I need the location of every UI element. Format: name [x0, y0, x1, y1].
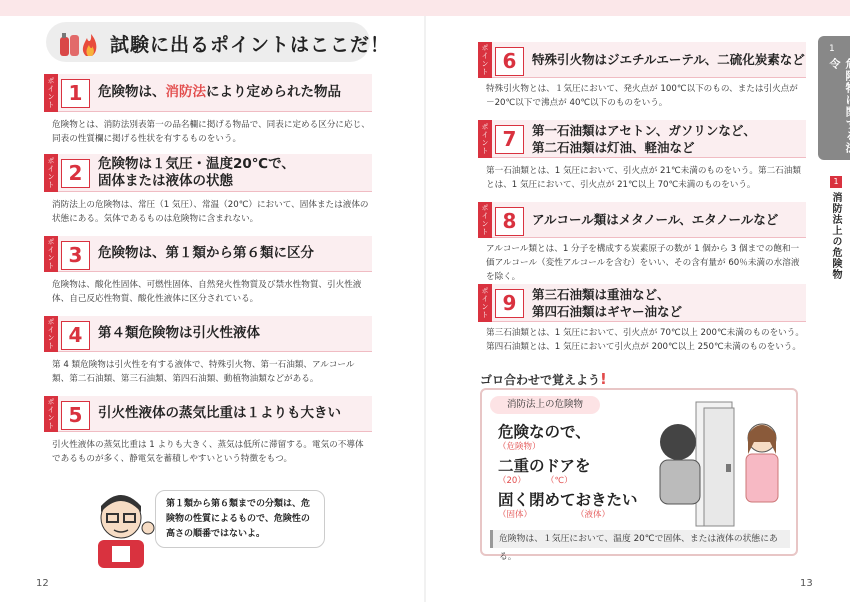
chapter-title: 危険物に関する法令	[828, 58, 857, 154]
point-tag: ポイント	[44, 154, 58, 192]
mnemonic-line-2: 二重のドアを	[498, 457, 591, 475]
point-number: 3	[61, 241, 90, 270]
point-tag: ポイント	[44, 316, 58, 352]
point-body: 特殊引火物とは、１気圧において、発火点が 100℃以下のもの、または引火点が －20℃以下で沸点が 40℃以下のものをいう。	[486, 84, 798, 108]
point-body: 第三石油類とは、1 気圧において、引火点が 70℃以上 200℃未満のものをいう。第四石油類とは、1 気圧において引火点が 200℃以上 250℃未満のものをいう。	[486, 328, 804, 352]
door-illustration	[650, 398, 796, 528]
mnemonic-sub-3b: （液体）	[576, 510, 611, 520]
point-title: 危険物は、第１類から第６類に区分	[98, 245, 314, 261]
top-band	[0, 0, 850, 16]
point-number: 5	[61, 401, 90, 430]
mnemonic-sub-2b: （℃）	[546, 476, 573, 486]
section-header	[46, 22, 391, 62]
point-number: 8	[495, 207, 524, 236]
mnemonic-line-3: 固く閉めておきたい	[498, 491, 638, 509]
mnemonic-heading: ゴロ合わせで覚えよう!	[480, 370, 607, 388]
point-title: 引火性液体の蒸気比重は１よりも大きい	[98, 405, 341, 421]
fire-extinguisher-icon	[54, 28, 100, 58]
point-body: 第一石油類とは、1 気圧において、引火点が 21℃未満のものをいう。第二石油類とは、1 気圧において、引火点が 21℃以上 70℃未満のものをいう。	[486, 166, 801, 190]
point-number: 2	[61, 159, 90, 188]
mnemonic-sub-3a: （固体）	[498, 510, 533, 520]
point-title: アルコール類はメタノール、エタノールなど	[532, 212, 779, 227]
point-title: 第三石油類は重油など、 第四石油類はギヤー油など	[532, 287, 683, 319]
point-tag: ポイント	[44, 74, 58, 112]
point-number: 9	[495, 289, 524, 318]
point-tag: ポイント	[44, 236, 58, 272]
mnemonic-sub-2a: （20）	[498, 476, 526, 486]
mnemonic-footnote: 危険物は、１気圧において、温度 20℃で固体、または液体の状態にある。	[490, 530, 790, 548]
point-number: 4	[61, 321, 90, 350]
point-body: 第 4 類危険物は引火性を有する液体で、特殊引火物、第一石油類、アルコール類、第二石油類、第三石油類、第四石油類、動植物油類などがある。	[52, 360, 355, 384]
point-tag: ポイント	[478, 42, 492, 78]
point-body: アルコール類とは、1 分子を構成する炭素原子の数が 1 個から 3 個までの飽和一価アルコール（変性アルコールを含む）をいい、その含有量が 60％未満の水溶液を除く。	[486, 244, 800, 282]
page-title: 試験に出るポイントはここだ！	[110, 34, 391, 56]
instructor-illustration	[86, 488, 156, 568]
section-number: 1	[830, 176, 842, 188]
point-tag: ポイント	[478, 202, 492, 238]
point-body: 引火性液体の蒸気比重は 1 よりも大きく、蒸気は低所に滞留する。電気の不導体であるものが多く、静電気を蓄積しやすいという特徴をもつ。	[52, 440, 364, 464]
point-title: 危険物は、消防法により定められた物品	[98, 84, 341, 100]
mnemonic-label: 消防法上の危険物	[490, 396, 600, 414]
mnemonic-box	[480, 388, 798, 562]
section-tab[interactable]	[826, 176, 850, 286]
page-number-left: 12	[36, 578, 49, 589]
chapter-number: 1	[829, 44, 835, 54]
point-title: 危険物は１気圧・温度20℃で、 固体または液体の状態	[98, 156, 295, 189]
point-tag: ポイント	[44, 396, 58, 432]
point-tag: ポイント	[478, 120, 492, 158]
point-number: 7	[495, 125, 524, 154]
point-number: 6	[495, 47, 524, 76]
mnemonic-sub-1: （危険物）	[498, 442, 541, 452]
page-number-right: 13	[800, 578, 813, 589]
point-number: 1	[61, 79, 90, 108]
point-title: 第４類危険物は引火性液体	[98, 325, 260, 341]
point-tag: ポイント	[478, 284, 492, 322]
section-title: 消防法上の危険物	[830, 192, 841, 280]
point-body: 危険物とは、消防法別表第一の品名欄に掲げる物品で、同表に定める区分に応じ、同表の性質欄に掲げる性状を有するものをいう。	[52, 120, 370, 144]
point-body: 危険物は、酸化性固体、可燃性固体、自然発火性物質及び禁水性物質、引火性液体、自己反応性物質、酸化性液体に区分されている。	[52, 280, 362, 304]
point-title: 特殊引火物はジエチルエーテル、二硫化炭素など	[532, 52, 805, 67]
gutter	[424, 16, 426, 602]
chapter-tab[interactable]	[818, 36, 857, 160]
mnemonic-line-1: 危険なので、	[498, 423, 591, 441]
speech-bubble: 第１類から第６類までの分類は、危険物の性質によるもので、危険性の高さの順番ではないよ。	[155, 490, 325, 548]
point-title: 第一石油類はアセトン、ガソリンなど、 第二石油類は灯油、軽油など	[532, 123, 756, 155]
point-body: 消防法上の危険物は、常圧（1 気圧）、常温（20℃）において、固体または液体の状態にある。気体であるものは危険物に含まれない。	[52, 200, 369, 224]
